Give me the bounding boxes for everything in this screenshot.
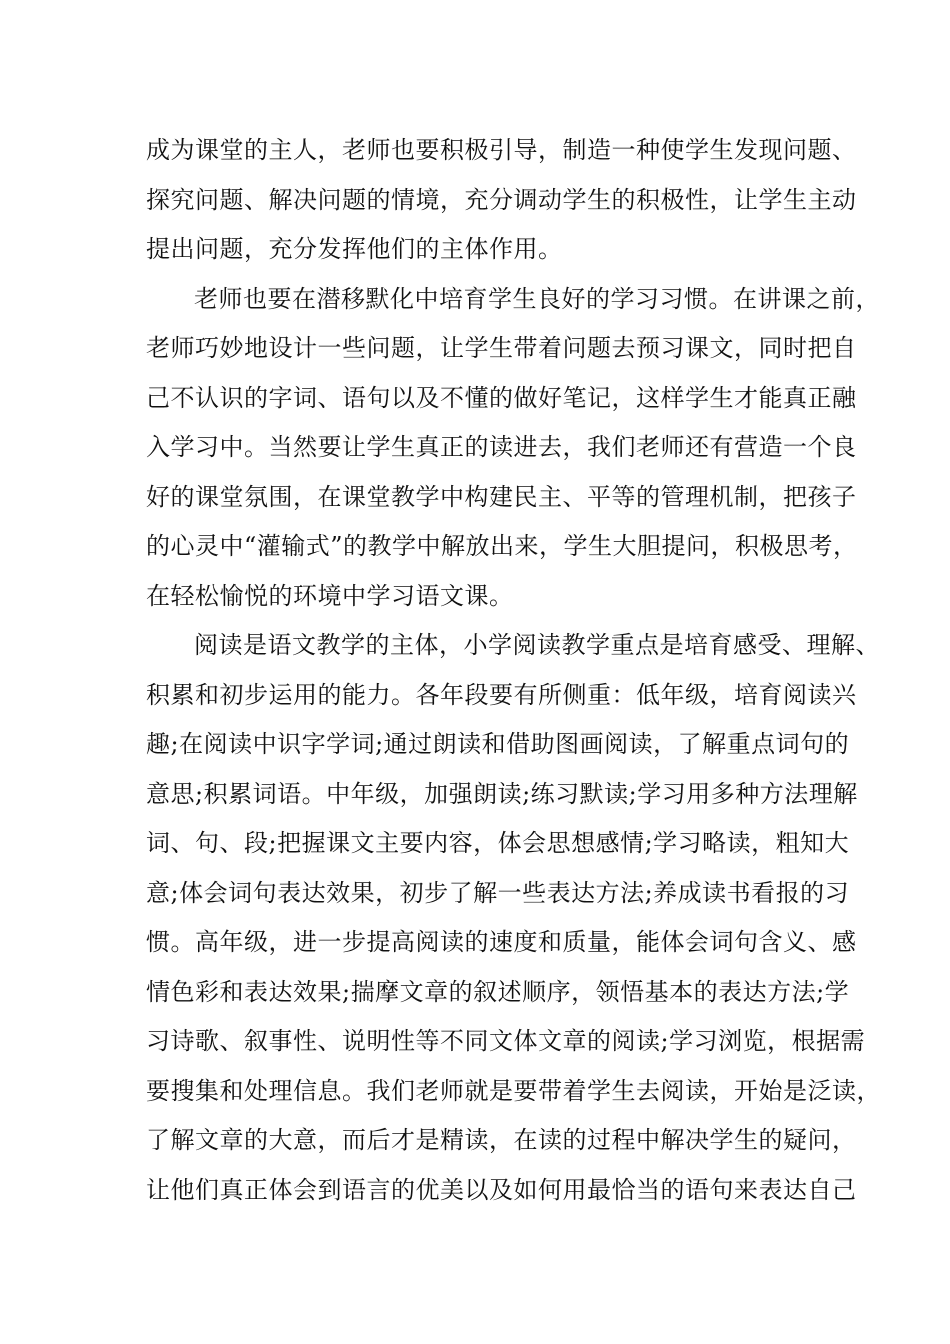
- text-line: 己不认识的字词、语句以及不懂的做好笔记，这样学生才能真正融: [146, 384, 857, 412]
- text-line: 了解文章的大意，而后才是精读，在读的过程中解决学生的疑问，: [146, 1126, 857, 1154]
- text-line: 在轻松愉悦的环境中学习语文课。: [146, 582, 514, 610]
- text-line: 情色彩和表达效果;揣摩文章的叙述顺序，领悟基本的表达方法;学: [146, 978, 850, 1006]
- text-line: 探究问题、解决问题的情境，充分调动学生的积极性，让学生主动: [146, 186, 857, 214]
- text-line: 成为课堂的主人，老师也要积极引导，制造一种使学生发现问题、: [146, 136, 857, 164]
- text-line: 要搜集和处理信息。我们老师就是要带着学生去阅读，开始是泛读，: [146, 1077, 881, 1105]
- text-line: 老师巧妙地设计一些问题，让学生带着问题去预习课文，同时把自: [146, 334, 857, 362]
- text-line: 让他们真正体会到语言的优美以及如何用最恰当的语句来表达自己: [146, 1176, 857, 1204]
- text-line: 提出问题，充分发挥他们的主体作用。: [146, 235, 563, 263]
- text-line: 积累和初步运用的能力。各年段要有所侧重：低年级，培育阅读兴: [146, 681, 857, 709]
- text-line: 意思;积累词语。中年级，加强朗读;练习默读;学习用多种方法理解: [146, 780, 858, 808]
- paragraph-start-line: 阅读是语文教学的主体，小学阅读教学重点是培育感受、理解、: [194, 631, 880, 659]
- text-line: 习诗歌、叙事性、说明性等不同文体文章的阅读;学习浏览，根据需: [146, 1027, 866, 1055]
- text-line: 趣;在阅读中识字学词;通过朗读和借助图画阅读，了解重点词句的: [146, 730, 850, 758]
- text-line: 意;体会词句表达效果，初步了解一些表达方法;养成读书看报的习: [146, 879, 850, 907]
- text-line: 词、句、段;把握课文主要内容，体会思想感情;学习略读，粗知大: [146, 829, 850, 857]
- text-line: 入学习中。当然要让学生真正的读进去，我们老师还有营造一个良: [146, 433, 857, 461]
- paragraph-start-line: 老师也要在潜移默化中培育学生良好的学习习惯。在讲课之前，: [194, 285, 880, 313]
- text-line: 惯。高年级，进一步提高阅读的速度和质量，能体会词句含义、感: [146, 928, 857, 956]
- text-line: 好的课堂氛围，在课堂教学中构建民主、平等的管理机制，把孩子: [146, 483, 857, 511]
- text-line: 的心灵中“灌输式”的教学中解放出来，学生大胆提问，积极思考，: [146, 532, 858, 560]
